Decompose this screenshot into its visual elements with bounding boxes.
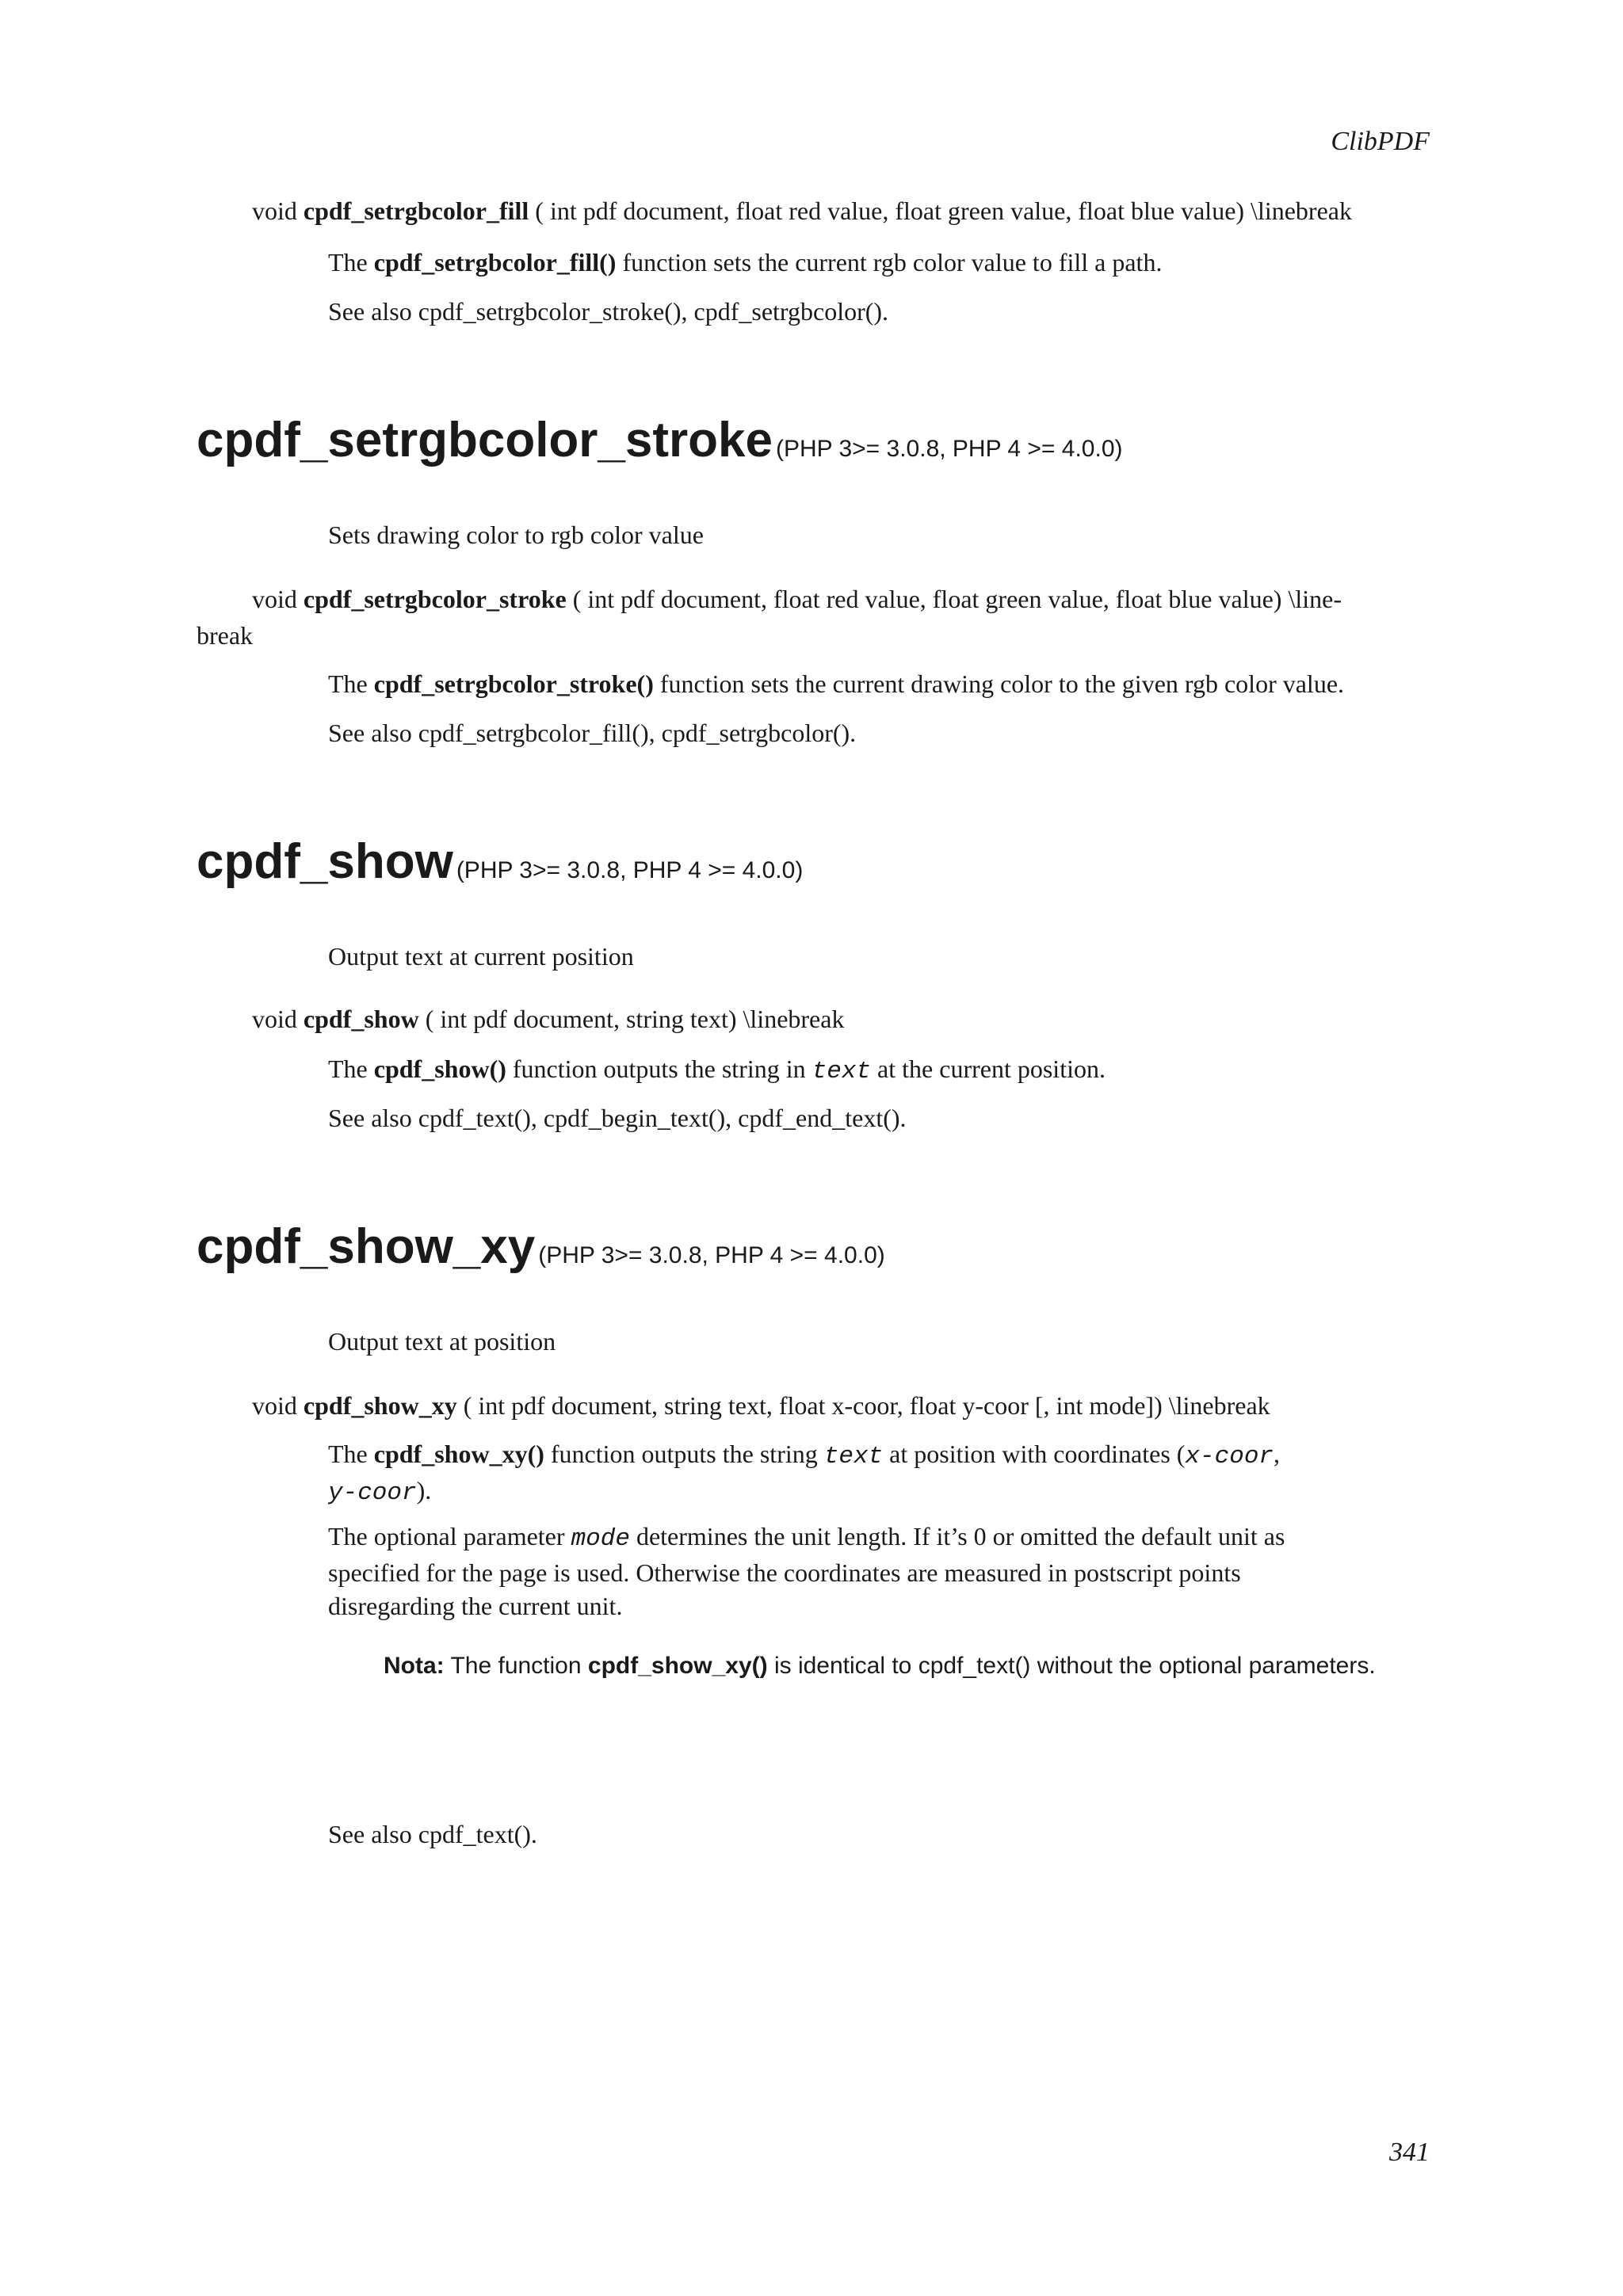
show-xy-heading [197, 1219, 885, 1275]
note-text: is identical to cpdf_text() without the optional parameters. [767, 1653, 1376, 1679]
param-x-coor: x-coor [1185, 1443, 1274, 1470]
heading-title: cpdf_show_xy [197, 1219, 536, 1274]
function-name: cpdf_setrgbcolor_stroke [303, 585, 567, 613]
function-params: ( int pdf document, float red value, float green value, float blue value) \line- [566, 585, 1342, 613]
show-xy-see-also: See also cpdf_text(). [328, 1820, 537, 1848]
return-type: void [252, 585, 297, 613]
desc-text: The [328, 1055, 368, 1083]
function-params: ( int pdf document, string text, float x-coor, float y-coor [, int mode]) \linebreak [456, 1391, 1270, 1420]
desc-text: function sets the current rgb color value to fill a path. [616, 248, 1163, 277]
param-text: text [823, 1443, 884, 1470]
show-description [328, 1052, 1106, 1089]
param-y-coor: y-coor [328, 1479, 417, 1507]
show-xy-purpose: Output text at position [328, 1327, 556, 1356]
return-type: void [252, 196, 297, 225]
desc-text: disregarding the current unit. [328, 1592, 623, 1620]
stroke-synopsis [252, 582, 1441, 616]
stroke-synopsis-continuation: break [197, 621, 254, 650]
stroke-description [328, 667, 1344, 700]
note-label: Nota: [384, 1653, 445, 1679]
note-box [384, 1653, 1376, 1680]
return-type: void [252, 1005, 297, 1033]
show-see-also: See also cpdf_text(), cpdf_begin_text(), cpdf_end_text(). [328, 1104, 907, 1132]
fill-synopsis [252, 193, 1488, 228]
heading-version: (PHP 3>= 3.0.8, PHP 4 >= 4.0.0) [776, 436, 1123, 462]
return-type: void [252, 1391, 297, 1420]
desc-function: cpdf_show() [373, 1055, 506, 1083]
show-heading [197, 833, 803, 890]
show-xy-description [328, 1437, 1382, 1510]
function-name: cpdf_show [303, 1005, 419, 1033]
running-header: ClibPDF [1331, 127, 1430, 156]
desc-text: The optional parameter [328, 1522, 571, 1550]
desc-text: The [328, 1440, 368, 1468]
stroke-heading [197, 412, 1123, 468]
desc-text: at the current position. [871, 1055, 1106, 1083]
desc-function: cpdf_setrgbcolor_fill() [373, 248, 617, 277]
desc-text: The [328, 669, 368, 698]
desc-text: function outputs the string in [506, 1055, 812, 1083]
function-params: ( int pdf document, float red value, float green value, float blue value) \linebreak [529, 196, 1352, 225]
desc-text: at position with coordinates ( [883, 1440, 1186, 1468]
param-text: text [812, 1058, 872, 1085]
stroke-purpose: Sets drawing color to rgb color value [328, 521, 704, 549]
function-name: cpdf_show_xy [303, 1391, 457, 1420]
desc-text: , [1274, 1440, 1281, 1468]
desc-text: The [328, 248, 368, 277]
heading-version: (PHP 3>= 3.0.8, PHP 4 >= 4.0.0) [456, 857, 804, 883]
desc-text: function sets the current drawing color to the given rgb color value. [653, 669, 1345, 698]
page-number: 341 [1389, 2138, 1430, 2167]
note-text: The function [444, 1653, 588, 1679]
show-purpose: Output text at current position [328, 942, 634, 971]
desc-function: cpdf_show_xy() [373, 1440, 544, 1468]
heading-version: (PHP 3>= 3.0.8, PHP 4 >= 4.0.0) [538, 1242, 885, 1268]
show-xy-mode-description [328, 1520, 1285, 1623]
desc-text: ). [416, 1476, 432, 1505]
show-xy-synopsis [252, 1388, 1488, 1423]
function-name: cpdf_setrgbcolor_fill [303, 196, 529, 225]
stroke-see-also: See also cpdf_setrgbcolor_fill(), cpdf_setrgbcolor(). [328, 719, 857, 747]
desc-text: determines the unit length. If it’s 0 or omitted the default unit as [629, 1522, 1285, 1550]
function-params: ( int pdf document, string text) \linebreak [418, 1005, 845, 1033]
desc-text: function outputs the string [544, 1440, 824, 1468]
note-function: cpdf_show_xy() [587, 1653, 768, 1679]
heading-title: cpdf_setrgbcolor_stroke [197, 413, 773, 467]
fill-see-also: See also cpdf_setrgbcolor_stroke(), cpdf_setrgbcolor(). [328, 297, 889, 326]
desc-text: specified for the page is used. Otherwise the coordinates are measured in postscript points [328, 1558, 1241, 1587]
fill-description [328, 246, 1162, 279]
param-mode: mode [571, 1525, 630, 1553]
show-synopsis [252, 1001, 1488, 1036]
desc-function: cpdf_setrgbcolor_stroke() [373, 669, 654, 698]
heading-title: cpdf_show [197, 834, 453, 889]
